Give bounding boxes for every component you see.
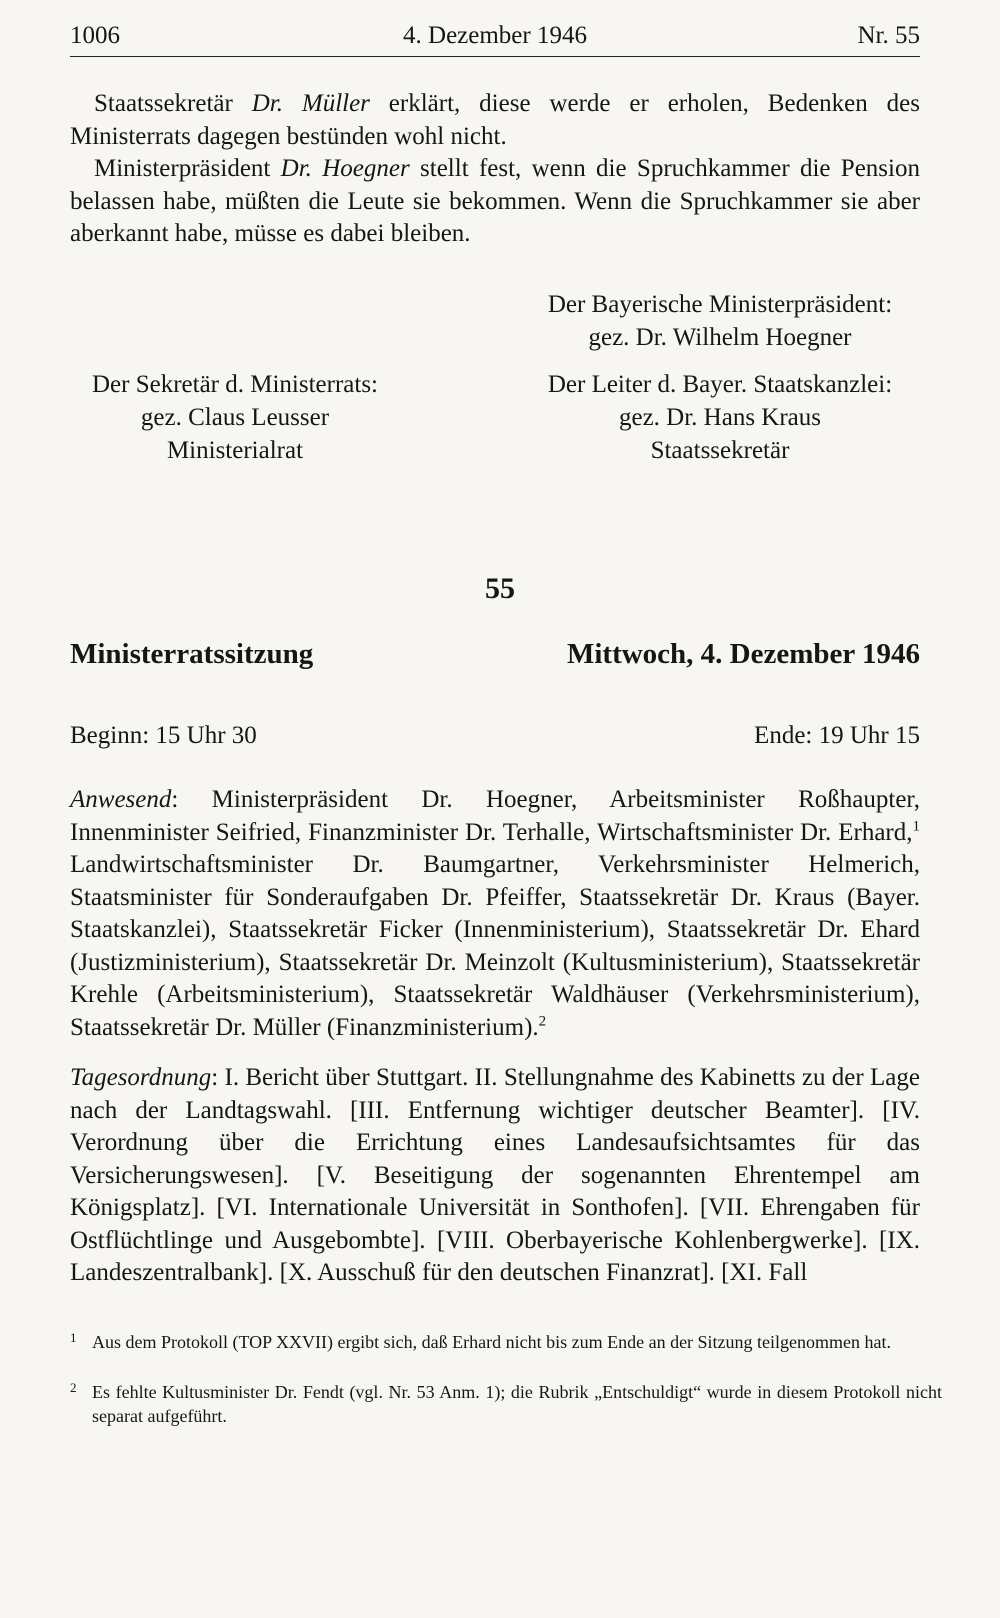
signature-sec-rank: Ministerialrat (166, 437, 304, 464)
intro-p1-text-a: Staatssekretär (94, 90, 252, 117)
signature-ministerpraesident (520, 288, 920, 354)
footnote-2-text: Es fehlte Kultusminister Dr. Fendt (vgl. Nr. 53 Anm. 1); die Rubrik „Entschuldigt“ wurde in diesem Protokoll nicht separat aufgeführt. (92, 1382, 942, 1426)
signature-secretary (60, 368, 410, 467)
running-header (70, 22, 920, 57)
attendance-text-b: Landwirtschaftsminister Dr. Baumgartner, Verkehrsminister Helmerich, Staatsminister für Sonderaufgaben Dr. Pfeiffer, Staatssekretär Dr. Kraus (Bayer. Staatskanzlei), Staatssekretär Ficker (Innenministerium), Staatssekretär Dr. Ehard (Justizministerium), Staatssekretär Dr. Meinzolt (Kultusministerium), Staatssekretär Krehle (Arbeitsministerium), Staatssekretär Waldhäuser (Verkehrsministerium), Staatssekretär Dr. Müller (Finanzministerium). (70, 851, 920, 1041)
agenda-label: Tagesordnung (70, 1064, 212, 1091)
agenda-text: : I. Bericht über Stuttgart. II. Stellungnahme des Kabinetts zu der Lage nach der Landtagswahl. [III. Entfernung wichtiger deutscher Beamter]. [IV. Verordnung über die Errichtung eines Landesaufsichtsamtes für das Versicherungswesen]. [V. Beseitigung der sogenannten Ehrentempel am Königsplatz]. [VI. Internationale Universität in Sonthofen]. [VII. Ehrengaben für Ostflüchtlinge und Ausgebombte]. [VIII. Oberbayerische Kohlenbergwerke]. [IX. Landeszentralbank]. [X. Ausschuß für den deutschen Finanzrat]. [XI. Fall (70, 1064, 920, 1286)
session-end: Ende: 19 Uhr 15 (754, 722, 920, 749)
footnote-ref-2[interactable]: 2 (538, 1013, 547, 1030)
intro-paragraph-2 (70, 153, 920, 251)
attendance-text-a: : Ministerpräsident Dr. Hoegner, Arbeitsminister Roßhaupter, Innenminister Seifried, Finanzminister Dr. Terhalle, Wirtschaftsminister Dr. Erhard, (70, 786, 920, 846)
signature-sec-title: Der Sekretär d. Ministerrats: (91, 371, 379, 398)
intro-p2-name: Dr. Hoegner (280, 155, 410, 182)
signature-chief-name: gez. Dr. Hans Kraus (618, 404, 822, 431)
document-number: 55 (485, 572, 515, 605)
issue-number: Nr. 55 (857, 22, 920, 49)
intro-paragraph-1 (70, 88, 920, 153)
page-number: 1006 (70, 22, 120, 49)
footnote-1 (70, 1330, 942, 1354)
intro-p1-text-b: erklärt, diese werde er erholen, Bedenken des Ministerrats dagegen bestünden wohl nicht. (70, 90, 920, 150)
footnote-ref-1[interactable]: 1 (912, 818, 920, 835)
attendance-paragraph (70, 784, 920, 1044)
signature-chancellery (520, 368, 920, 467)
session-title: Ministerratssitzung (70, 638, 314, 670)
intro-p2-text-b: stellt fest, wenn die Spruchkammer die Pension belassen habe, müßten die Leute sie bekommen. Wenn die Spruchkammer sie aber aberkannt habe, müsse es dabei bleiben. (70, 155, 920, 247)
signature-sec-name: gez. Claus Leusser (140, 404, 330, 431)
signature-chief-title: Der Leiter d. Bayer. Staatskanzlei: (547, 371, 893, 398)
signature-mp-name: gez. Dr. Wilhelm Hoegner (588, 324, 852, 351)
footnote-1-text: Aus dem Protokoll (TOP XXVII) ergibt sich, daß Erhard nicht bis zum Ende an der Sitzung teilgenommen hat. (92, 1332, 892, 1352)
footnote-2-mark: 2 (70, 1380, 77, 1395)
footnote-2 (70, 1380, 942, 1428)
session-begin: Beginn: 15 Uhr 30 (70, 722, 257, 749)
intro-p2-text-a: Ministerpräsident (94, 155, 281, 182)
header-date: 4. Dezember 1946 (403, 22, 587, 49)
footnote-1-mark: 1 (70, 1330, 77, 1345)
attendance-label: Anwesend (70, 786, 172, 813)
signature-chief-rank: Staatssekretär (650, 437, 790, 464)
session-date: Mittwoch, 4. Dezember 1946 (567, 638, 920, 670)
signature-mp-title: Der Bayerische Ministerpräsident: (547, 291, 893, 318)
intro-p1-name: Dr. Müller (251, 90, 370, 117)
agenda-paragraph (70, 1062, 920, 1290)
